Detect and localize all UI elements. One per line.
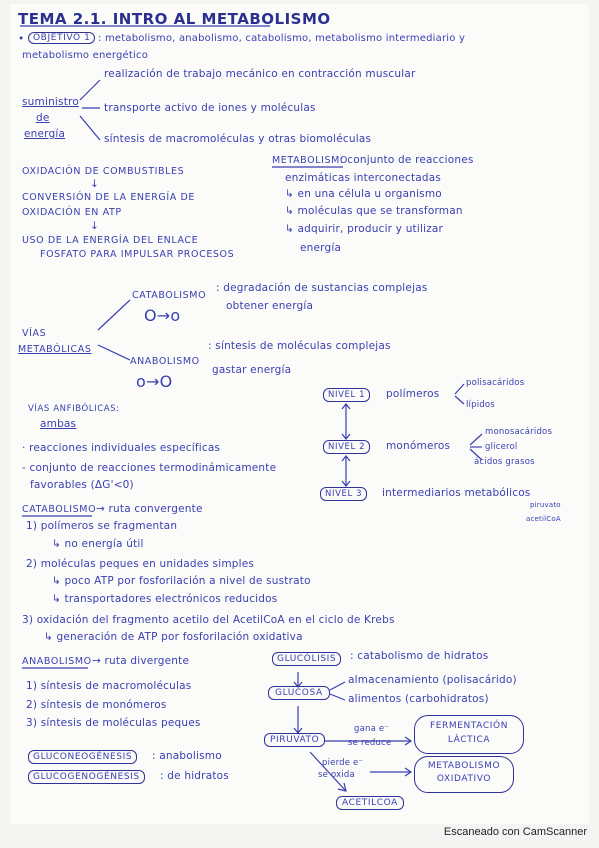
oxidacion-step-5: FOSFATO PARA IMPULSAR PROCESOS	[40, 249, 235, 260]
oxidacion-step-3: OXIDACIÓN EN ATP	[22, 207, 122, 218]
gluconeogenesis-text: : anabolismo	[152, 750, 222, 762]
glucosa-box: GLUCOSA	[268, 686, 330, 700]
nivel-2-badge: NIVEL 2	[323, 440, 370, 454]
anabolismo-line-2: gastar energía	[212, 364, 292, 376]
fermentacion-line-2: LÁCTICA	[447, 735, 491, 745]
objetivo-label: OBJETIVO 1	[28, 32, 95, 44]
catabolismo-sec-header: → ruta convergente	[96, 503, 203, 515]
fermentacion-box	[414, 715, 524, 754]
objetivo-text-2: metabolismo energético	[22, 50, 149, 61]
glucosa-out-2: alimentos (carbohidratos)	[348, 693, 489, 705]
oxidacion-step-4: USO DE LA ENERGÍA DEL ENLACE	[22, 235, 199, 246]
met-ox-line-1: METABOLISMO	[427, 761, 501, 771]
oxidacion-arrow-2: ↓	[90, 220, 99, 232]
catabolismo-sec-label: CATABOLISMO	[22, 504, 97, 515]
catabolismo-sec-line-6: 3) oxidación del fragmento acetilo del AcetilCoA en el ciclo de Krebs	[22, 614, 395, 626]
catabolismo-sec-line-7: ↳ generación de ATP por fosforilación oxidativa	[44, 631, 303, 643]
nivel-1-sub-1: polisacáridos	[466, 378, 525, 388]
oxidacion-step-2: CONVERSIÓN DE LA ENERGÍA DE	[22, 192, 196, 203]
anfibolicas-item-3: favorables (ΔG'<0)	[30, 479, 134, 491]
catabolismo-symbol: O→o	[144, 306, 181, 325]
metabolismo-line-1: : conjunto de reacciones	[340, 154, 474, 166]
nivel-2-sub-2: glicerol	[485, 442, 518, 452]
suministro-label-3: energía	[24, 128, 66, 140]
metabolismo-line-4: ↳ moléculas que se transforman	[285, 205, 463, 217]
anabolismo-label: ANABOLISMO	[130, 356, 200, 367]
nivel-1-text: polímeros	[386, 388, 440, 400]
suministro-label-2: de	[36, 112, 50, 124]
camscanner-footer: Escaneado con CamScanner	[443, 826, 587, 838]
metabolismo-line-6: energía	[300, 242, 342, 254]
catabolismo-sec-line-2: ↳ no energía útil	[52, 538, 144, 550]
catabolismo-line-1: : degradación de sustancias complejas	[216, 282, 428, 294]
met-ox-line-2: OXIDATIVO	[436, 774, 492, 784]
anabolismo-line-1: : síntesis de moléculas complejas	[208, 340, 391, 352]
anfibolicas-ambas: ambas	[40, 418, 77, 430]
glucosa-out-1: almacenamiento (polisacárido)	[348, 674, 517, 686]
anabolismo-sec-line-1: 1) síntesis de macromoléculas	[26, 680, 192, 692]
glucolisis-text: : catabolismo de hidratos	[350, 650, 489, 662]
nivel-3-sub-2: acetilCoA	[526, 515, 561, 523]
page-title: TEMA 2.1. INTRO AL METABOLISMO	[18, 10, 331, 28]
gana-label: gana e⁻	[354, 724, 390, 734]
anabolismo-symbol: o→O	[136, 372, 173, 391]
catabolismo-sec-line-4: ↳ poco ATP por fosforilación a nivel de sustrato	[52, 575, 311, 587]
nivel-3-text: intermediarios metabólicos	[382, 487, 531, 499]
objetivo-text-1: : metabolismo, anabolismo, catabolismo, metabolismo intermediario y	[98, 33, 466, 44]
metabolismo-line-2: enzimáticas interconectadas	[285, 172, 442, 184]
reduce-label: se reduce	[348, 738, 392, 748]
suministro-item-3: síntesis de macromoléculas y otras biomoléculas	[104, 133, 372, 145]
vias-label-2: METABÓLICAS	[18, 344, 92, 355]
catabolismo-sec-line-1: 1) polímeros se fragmentan	[26, 520, 178, 532]
metabolismo-line-5: ↳ adquirir, producir y utilizar	[285, 223, 444, 235]
catabolismo-sec-line-3: 2) moléculas peques en unidades simples	[26, 558, 255, 570]
anfibolicas-item-1: · reacciones individuales específicas	[22, 442, 221, 454]
metabolismo-line-3: ↳ en una célula u organismo	[285, 188, 442, 200]
pierde-label: pierde e⁻	[322, 758, 364, 768]
suministro-item-2: transporte activo de iones y moléculas	[104, 102, 316, 114]
nivel-2-sub-1: monosacáridos	[485, 427, 553, 437]
nivel-3-badge: NIVEL 3	[320, 487, 367, 501]
nivel-3-sub-1: piruvato	[530, 501, 561, 509]
catabolismo-sec-line-5: ↳ transportadores electrónicos reducidos	[52, 593, 278, 605]
anfibolicas-item-2: - conjunto de reacciones termodinámicamente	[22, 462, 277, 474]
acetilcoa-box: ACETILCOA	[336, 796, 404, 810]
catabolismo-line-2: obtener energía	[226, 300, 314, 312]
catabolismo-label: CATABOLISMO	[132, 290, 207, 301]
gluconeogenesis-box: GLUCONEOGÉNESIS	[28, 750, 137, 764]
glucogenogenesis-text: : de hidratos	[160, 770, 229, 782]
suministro-item-1: realización de trabajo mecánico en contracción muscular	[104, 68, 416, 80]
metabolismo-oxidativo-box	[414, 756, 514, 793]
oxida-label: se oxida	[318, 770, 355, 780]
nivel-2-sub-3: ácidos grasos	[474, 457, 535, 467]
oxidacion-step-1: OXIDACIÓN DE COMBUSTIBLES	[22, 166, 185, 177]
glucolisis-box: GLUCÓLISIS	[272, 652, 341, 666]
oxidacion-arrow-1: ↓	[90, 178, 99, 190]
piruvato-box: PIRUVATO	[264, 733, 325, 747]
bullet-dot: •	[18, 33, 25, 45]
anfibolicas-label: VÍAS ANFIBÓLICAS:	[28, 404, 120, 414]
vias-label-1: VÍAS	[22, 328, 47, 339]
fermentacion-line-1: FERMENTACIÓN	[429, 721, 509, 731]
suministro-label-1: suministro	[22, 96, 79, 108]
anabolismo-sec-label: ANABOLISMO	[22, 656, 92, 667]
anabolismo-sec-line-3: 3) síntesis de moléculas peques	[26, 717, 201, 729]
anabolismo-sec-line-2: 2) síntesis de monómeros	[26, 699, 167, 711]
anabolismo-sec-header: → ruta divergente	[92, 655, 190, 667]
nivel-1-sub-2: lípidos	[466, 400, 495, 410]
glucogenogenesis-box: GLUCOGENOGÉNESIS	[28, 770, 145, 784]
metabolismo-label: METABOLISMO	[272, 155, 348, 166]
nivel-1-badge: NIVEL 1	[323, 388, 370, 402]
nivel-2-text: monómeros	[386, 440, 451, 452]
